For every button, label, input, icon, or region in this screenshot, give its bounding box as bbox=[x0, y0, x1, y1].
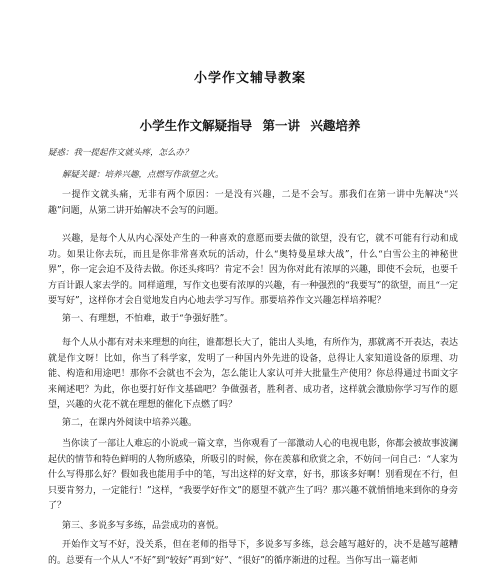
answer-line: 解疑关键：培养兴趣，点燃写作欲望之火。 bbox=[62, 170, 224, 180]
question-line: 疑惑：我一提起作文就头疼，怎么办？ bbox=[48, 148, 193, 158]
section-3-paragraph: 开始作文写不好，没关系，但在老师的指导下，多说多写多练，总会越写越好的，决不是越写越糟的。总要有一个从人“不好”到“较好”再到“好”、“很好”的循序渐进的过程。当你写出一篇老师 bbox=[48, 540, 458, 566]
subtitle-topic: 兴趣培养 bbox=[310, 118, 361, 133]
section-2-paragraph: 当你读了一部让人难忘的小说或一篇文章，当你观看了一部激动人心的电视电影，你都会被故事波澜起伏的情节和特色鲜明的人物所感染，所吸引的时候，你在羡慕和欣赏之余，不妨问一问自己：“人家为什么写得那么好？假如我也能用手中的笔，写出这样的好文章，好书，那该多好啊！别看现在不行，但只要肯努力，一定能行！”这样，“我要学好作文”的愿望不就产生了吗？那兴趣不就悄悄地来到你的身旁了？ bbox=[48, 439, 459, 512]
interest-paragraph: 兴趣，是每个人从内心深处产生的一种喜欢的意愿而要去做的欲望，没有它，就不可能有行动和成功。如果让你去玩，而且是你非常喜欢玩的活动，什么“奥特曼星球大战”，什么“白雪公主的神秘世界”，你一定会迫不及待去做。你还头疼吗？肯定不会！因为你对此有浓厚的兴趣，即使不会玩，也要千方百计跟人家去学的。同样道理，写作文也要有浓厚的兴趣，有一种强烈的“我要写”的欲望，而且“一定要写好”，这样你才会自觉地发自内心地去学习写作。那要培养作文兴趣怎样培养呢？ bbox=[48, 234, 458, 307]
section-1-paragraph: 每个人从小都有对未来理想的向往，谁都想长大了，能出人头地，有所作为，那就离不开表达，表达就是作文呀！比如，你当了科学家，发明了一种国内外先进的设备，总得让人家知道设备的原理、功能、构造和用途吧！那你不会就也不会为，怎么能让人家认可并大批量生产使用？你总得通过书面文字来阐述吧？为此，你也要打好作文基础吧？争做强者，胜利者、成功者，这样就会激励你学习写作的愿望，兴趣的火花不就在理想的催化下点燃了吗？ bbox=[48, 338, 459, 411]
subtitle-lecture: 第一讲 bbox=[262, 118, 300, 133]
section-3-heading: 第三、多说多写多练，品尝成功的喜悦。 bbox=[62, 521, 225, 531]
document-subtitle bbox=[0, 116, 500, 134]
intro-paragraph: 一提作文就头痛，无非有两个原因：一是没有兴趣，二是不会写。那我们在第一讲中先解决“兴趣”问题，从第二讲开始解决不会写的问题。 bbox=[48, 190, 458, 216]
section-2-heading: 第二，在课内外阅读中培养兴趣。 bbox=[62, 418, 198, 428]
subtitle-main: 小学生作文解疑指导 bbox=[139, 118, 253, 133]
document-title: 小学作文辅导教案 bbox=[193, 71, 306, 86]
section-1-heading: 第一、有理想，不怕难，敢于“争强好胜”。 bbox=[62, 314, 234, 324]
